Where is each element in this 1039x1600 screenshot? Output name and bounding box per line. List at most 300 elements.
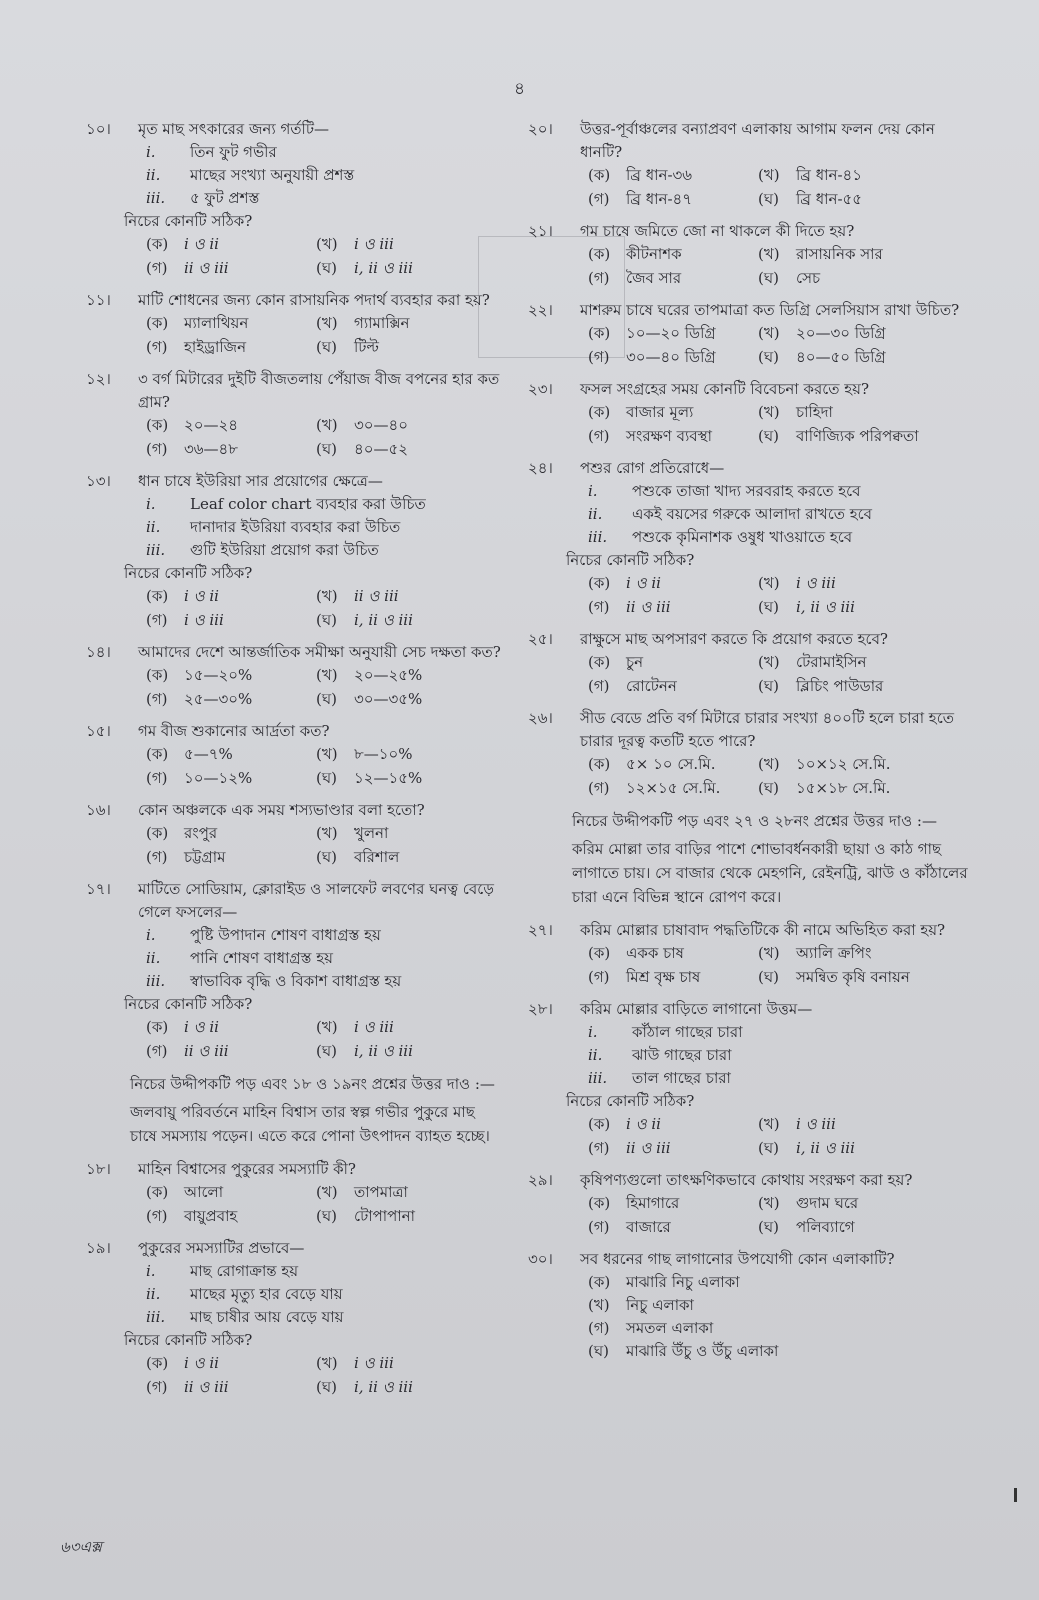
answer-option[interactable] [758, 346, 968, 369]
statement-numeral: ii. [588, 505, 603, 523]
option-marker: (খ) [758, 403, 780, 421]
answer-option[interactable] [316, 336, 506, 359]
answer-option[interactable] [588, 651, 758, 674]
option-marker: (ক) [588, 324, 611, 342]
statement-numeral: i. [588, 482, 598, 500]
answer-options [146, 585, 506, 632]
question-number: ৩০। [528, 1250, 553, 1268]
answer-options [146, 664, 506, 711]
option-marker: (খ) [316, 1018, 338, 1036]
option-marker: (ঘ) [758, 779, 779, 797]
option-marker: (ক) [588, 755, 611, 773]
option-text: ২০—২৪ [184, 416, 238, 434]
question-text: সব ধরনের গাছ লাগানোর উপযোগী কোন এলাকাটি? [580, 1250, 895, 1268]
option-marker: (গ) [146, 690, 168, 708]
option-text: টোপাপানা [354, 1207, 415, 1225]
answer-option[interactable] [588, 777, 758, 800]
sub-question: নিচের কোনটি সঠিক? [124, 564, 253, 582]
question-text: আমাদের দেশে আন্তর্জাতিক সমীক্ষা অনুযায়ী সেচ দক্ষতা কত? [138, 643, 501, 661]
option-marker: (গ) [588, 269, 610, 287]
statement-numeral: iii. [588, 1069, 608, 1087]
option-text: রোটেনন [626, 677, 677, 695]
statement [146, 970, 506, 993]
answer-option[interactable] [146, 1352, 316, 1375]
question-number: ১৬। [86, 801, 111, 819]
option-marker: (খ) [588, 1296, 610, 1314]
answer-option[interactable] [316, 688, 506, 711]
right-column [528, 118, 968, 1372]
answer-option[interactable] [588, 753, 758, 776]
option-text: i ও iii [354, 235, 394, 253]
option-text: i, ii ও iii [354, 259, 413, 277]
question-text: পশুর রোগ প্রতিরোধে— [580, 459, 725, 477]
answer-option[interactable] [316, 257, 506, 280]
answer-options [588, 164, 968, 211]
option-marker: (খ) [316, 587, 338, 605]
option-marker: (গ) [146, 1378, 168, 1396]
option-marker: (ঘ) [316, 848, 337, 866]
answer-option[interactable] [316, 767, 506, 790]
question [528, 628, 968, 698]
option-marker: (ক) [146, 416, 169, 434]
statement-text: কাঁঠাল গাছের চারা [632, 1023, 743, 1041]
option-marker: (ঘ) [316, 1378, 337, 1396]
statement [146, 164, 506, 187]
answer-option[interactable] [758, 164, 968, 187]
option-marker: (গ) [146, 338, 168, 356]
answer-option[interactable] [146, 1016, 316, 1039]
statement-text: পশুকে তাজা খাদ্য সরবরাহ করতে হবে [632, 482, 861, 500]
option-marker: (খ) [758, 1194, 780, 1212]
statement [588, 503, 968, 526]
option-text: i ও ii [626, 1115, 661, 1133]
answer-option[interactable] [758, 322, 968, 345]
answer-options [588, 1271, 968, 1363]
answer-options [588, 1192, 968, 1239]
option-marker: (ঘ) [758, 269, 779, 287]
option-marker: (ঘ) [758, 1139, 779, 1157]
stimulus-passage-2 [572, 809, 968, 909]
option-marker: (ক) [146, 1018, 169, 1036]
answer-option[interactable] [146, 664, 316, 687]
question-text: পুকুরের সমস্যাটির প্রভাবে— [138, 1239, 305, 1257]
statement-text: তাল গাছের চারা [632, 1069, 731, 1087]
option-text: বরিশাল [354, 848, 400, 866]
answer-option[interactable] [146, 1376, 316, 1399]
option-marker: (খ) [316, 416, 338, 434]
answer-option[interactable] [758, 966, 968, 989]
option-text: ii ও iii [184, 1378, 229, 1396]
question [528, 707, 968, 800]
option-text: ১৫×১৮ সে.মি. [796, 779, 891, 797]
option-marker: (ঘ) [758, 677, 779, 695]
answer-option[interactable] [316, 1181, 506, 1204]
question-text: ধান চাষে ইউরিয়া সার প্রয়োগের ক্ষেত্রে— [138, 472, 383, 490]
answer-option[interactable] [588, 675, 758, 698]
question [86, 118, 506, 280]
statement [588, 1067, 968, 1090]
answer-option[interactable] [758, 1192, 968, 1215]
option-marker: (খ) [758, 944, 780, 962]
right-questions-group-a [528, 118, 968, 800]
option-text: বাজারে [626, 1218, 671, 1236]
statement [146, 539, 506, 562]
answer-option[interactable] [758, 1137, 968, 1160]
answer-options [588, 401, 968, 448]
option-text: পলিব্যাগে [796, 1218, 855, 1236]
option-marker: (ক) [146, 745, 169, 763]
option-marker: (গ) [146, 769, 168, 787]
statement-text: ৫ ফুট প্রশস্ত [190, 189, 260, 207]
question-number: ২৭। [528, 921, 553, 939]
option-marker: (ক) [146, 314, 169, 332]
question [528, 1169, 968, 1239]
option-marker: (গ) [588, 1218, 610, 1236]
answer-option[interactable] [588, 572, 758, 595]
statement [588, 526, 968, 549]
option-text: ব্রি ধান-৫৫ [796, 190, 862, 208]
option-marker: (ক) [588, 653, 611, 671]
answer-option[interactable] [588, 425, 758, 448]
option-text: ৩০—৩৫% [354, 690, 423, 708]
statement [146, 1260, 506, 1283]
option-text: মিশ্র বৃক্ষ চাষ [626, 968, 701, 986]
left-questions-group-a [86, 118, 506, 1063]
option-marker: (ঘ) [758, 598, 779, 616]
answer-option[interactable] [316, 1016, 506, 1039]
answer-option[interactable] [146, 767, 316, 790]
option-text: ২০—২৫% [354, 666, 423, 684]
option-text: অ্যালি ক্রপিং [796, 944, 872, 962]
answer-option[interactable] [146, 312, 316, 335]
option-text: একক চাষ [626, 944, 684, 962]
question-number: ২৯। [528, 1171, 553, 1189]
answer-option[interactable] [316, 585, 506, 608]
statement-numeral: iii. [146, 972, 166, 990]
option-marker: (ঘ) [316, 1207, 337, 1225]
answer-options [588, 322, 968, 369]
option-text: i ও iii [354, 1018, 394, 1036]
option-text: i, ii ও iii [796, 598, 855, 616]
question-text: মাহিন বিশ্বাসের পুকুরের সমস্যাটি কী? [138, 1160, 356, 1178]
answer-option[interactable] [316, 664, 506, 687]
option-text: ১৫—২০% [184, 666, 253, 684]
answer-option[interactable] [146, 743, 316, 766]
answer-option[interactable] [146, 336, 316, 359]
answer-option[interactable] [316, 822, 506, 845]
option-text: হিমাগারে [626, 1194, 680, 1212]
answer-option[interactable] [146, 846, 316, 869]
answer-option[interactable] [588, 243, 758, 266]
question [528, 919, 968, 989]
answer-option[interactable] [758, 777, 968, 800]
statement-text: Leaf color chart ব্যবহার করা উচিত [190, 495, 426, 513]
question-number: ১১। [86, 291, 111, 309]
statement-numeral: ii. [588, 1046, 603, 1064]
answer-option[interactable] [588, 1137, 758, 1160]
statement-numeral: i. [146, 926, 156, 944]
answer-option[interactable] [146, 233, 316, 256]
answer-option[interactable] [146, 609, 316, 632]
option-text: ১০—১২% [184, 769, 253, 787]
option-marker: (খ) [316, 745, 338, 763]
option-marker: (ক) [146, 235, 169, 253]
option-marker: (খ) [316, 666, 338, 684]
option-marker: (খ) [758, 755, 780, 773]
answer-option[interactable] [588, 966, 758, 989]
option-text: মাঝারি নিচু এলাকা [626, 1273, 740, 1291]
statement [588, 480, 968, 503]
option-marker: (ক) [588, 166, 611, 184]
statement-numeral: ii. [146, 518, 161, 536]
question-number: ২২। [528, 301, 553, 319]
answer-option[interactable] [588, 942, 758, 965]
answer-option[interactable] [316, 233, 506, 256]
option-marker: (গ) [146, 259, 168, 277]
statement [146, 947, 506, 970]
option-marker: (গ) [146, 611, 168, 629]
question-text: সীড বেডে প্রতি বর্গ মিটারে চারার সংখ্যা ৪০০টি হলে চারা হতে চারার দূরত্ব কতটি হতে পারে? [580, 709, 954, 750]
option-marker: (গ) [588, 348, 610, 366]
option-text: ব্রি ধান-৩৬ [626, 166, 693, 184]
answer-option[interactable] [588, 1113, 758, 1136]
page-number: ৪ [513, 79, 526, 99]
passage-2-body: করিম মোল্লা তার বাড়ির পাশে শোভাবর্ধনকারী ছায়া ও কাঠ গাছ লাগাতে চায়। সে বাজার থেকে মেহগনি, রেইনট্রি, ঝাউ ও কাঁঠালের চারা এনে বিভিন্ন স্থানে রোপণ করে। [572, 840, 968, 906]
sub-question: নিচের কোনটি সঠিক? [566, 1092, 695, 1110]
option-marker: (ঘ) [316, 769, 337, 787]
option-marker: (গ) [588, 598, 610, 616]
option-marker: (ক) [588, 245, 611, 263]
option-text: নিচু এলাকা [626, 1296, 694, 1314]
answer-option[interactable] [588, 1271, 968, 1294]
answer-option[interactable] [146, 1181, 316, 1204]
answer-option[interactable] [316, 414, 506, 437]
answer-option[interactable] [588, 1216, 758, 1239]
statement-text: ঝাউ গাছের চারা [632, 1046, 732, 1064]
statement-text: একই বয়সের গরুকে আলাদা রাখতে হবে [632, 505, 873, 523]
question [86, 641, 506, 711]
answer-option[interactable] [758, 753, 968, 776]
question-text: মাশরুম চাষে ঘরের তাপমাত্রা কত ডিগ্রি সেলসিয়াস রাখা উচিত? [580, 301, 960, 319]
answer-option[interactable] [146, 438, 316, 461]
answer-option[interactable] [588, 1340, 968, 1363]
sub-question: নিচের কোনটি সঠিক? [566, 551, 695, 569]
answer-option[interactable] [758, 188, 968, 211]
answer-option[interactable] [146, 414, 316, 437]
option-text: আলো [184, 1183, 224, 1201]
option-marker: (ক) [146, 587, 169, 605]
answer-option[interactable] [758, 651, 968, 674]
answer-option[interactable] [146, 257, 316, 280]
statement-text: মাছের মৃত্যু হার বেড়ে যায় [190, 1285, 343, 1303]
option-text: ii ও iii [184, 1042, 229, 1060]
option-marker: (খ) [316, 1183, 338, 1201]
answer-option[interactable] [316, 1205, 506, 1228]
footer-code: ৬৩এক্স [60, 1538, 102, 1556]
option-marker: (গ) [146, 848, 168, 866]
option-text: সমন্বিত কৃষি বনায়ন [796, 968, 910, 986]
question-number: ১৮। [86, 1160, 111, 1178]
option-marker: (গ) [146, 1042, 168, 1060]
answer-option[interactable] [316, 743, 506, 766]
option-text: i ও iii [354, 1354, 394, 1372]
question-text: গম চাষে জমিতে জো না থাকলে কী দিতে হয়? [580, 222, 855, 240]
answer-options [588, 753, 968, 800]
option-text: গ্যামাক্সিন [354, 314, 410, 332]
answer-option[interactable] [758, 596, 968, 619]
answer-options [146, 233, 506, 280]
answer-option[interactable] [146, 822, 316, 845]
answer-option[interactable] [758, 267, 968, 290]
option-text: গুদাম ঘরে [796, 1194, 859, 1212]
option-text: সেচ [796, 269, 821, 287]
answer-option[interactable] [758, 425, 968, 448]
option-text: ৫× ১০ সে.মি. [626, 755, 716, 773]
answer-option[interactable] [316, 1040, 506, 1063]
option-text: কীটনাশক [626, 245, 682, 263]
option-marker: (গ) [588, 190, 610, 208]
statement [146, 493, 506, 516]
stimulus-passage-1 [130, 1072, 506, 1148]
answer-options [146, 312, 506, 359]
statement [588, 1021, 968, 1044]
question-number: ২৮। [528, 1000, 553, 1018]
question-text: কৃষিপণ্যগুলো তাৎক্ষণিকভাবে কোথায় সংরক্ষণ করা হয়? [580, 1171, 913, 1189]
option-text: ২৫—৩০% [184, 690, 253, 708]
option-text: ২০—৩০ ডিগ্রি [796, 324, 886, 342]
answer-option[interactable] [588, 164, 758, 187]
option-marker: (ক) [588, 1194, 611, 1212]
option-marker: (ঘ) [758, 348, 779, 366]
option-marker: (খ) [758, 574, 780, 592]
option-marker: (গ) [146, 1207, 168, 1225]
statement [146, 1283, 506, 1306]
answer-options [146, 1352, 506, 1399]
answer-option[interactable] [316, 1352, 506, 1375]
answer-option[interactable] [316, 609, 506, 632]
option-marker: (ঘ) [316, 611, 337, 629]
option-marker: (ঘ) [316, 440, 337, 458]
answer-option[interactable] [758, 243, 968, 266]
statement-numeral: iii. [146, 1308, 166, 1326]
answer-option[interactable] [146, 1205, 316, 1228]
option-text: খুলনা [354, 824, 389, 842]
statement [588, 1044, 968, 1067]
right-questions-group-b [528, 919, 968, 1363]
question-text: ফসল সংগ্রহের সময় কোনটি বিবেচনা করতে হয়? [580, 380, 870, 398]
option-text: ব্লিচিং পাউডার [796, 677, 884, 695]
question-text: করিম মোল্লার বাড়িতে লাগানো উত্তম— [580, 1000, 813, 1018]
option-text: হাইড্রাজিন [184, 338, 247, 356]
answer-option[interactable] [588, 401, 758, 424]
statement-numeral: iii. [146, 541, 166, 559]
answer-options [146, 822, 506, 869]
answer-option[interactable] [758, 942, 968, 965]
option-marker: (গ) [588, 779, 610, 797]
option-marker: (ঘ) [758, 190, 779, 208]
edge-mark [1014, 1488, 1017, 1502]
answer-option[interactable] [588, 322, 758, 345]
question-number: ১৯। [86, 1239, 111, 1257]
answer-option[interactable] [758, 1113, 968, 1136]
option-marker: (ঘ) [316, 259, 337, 277]
option-marker: (খ) [758, 324, 780, 342]
answer-option[interactable] [588, 188, 758, 211]
option-marker: (ক) [588, 574, 611, 592]
answer-option[interactable] [588, 1317, 968, 1340]
answer-options [588, 243, 968, 290]
option-marker: (খ) [758, 653, 780, 671]
answer-option[interactable] [588, 1192, 758, 1215]
option-marker: (ক) [588, 1115, 611, 1133]
answer-option[interactable] [316, 846, 506, 869]
question [86, 470, 506, 632]
option-marker: (ঘ) [316, 338, 337, 356]
answer-options [588, 942, 968, 989]
answer-option[interactable] [316, 438, 506, 461]
option-text: ii ও iii [184, 259, 229, 277]
answer-option[interactable] [758, 572, 968, 595]
option-marker: (খ) [758, 1115, 780, 1133]
option-marker: (গ) [588, 677, 610, 695]
answer-option[interactable] [758, 1216, 968, 1239]
statement [146, 516, 506, 539]
answer-option[interactable] [588, 596, 758, 619]
question-number: ২১। [528, 222, 553, 240]
option-marker: (গ) [588, 968, 610, 986]
question-number: ১৪। [86, 643, 111, 661]
option-text: i ও ii [184, 587, 219, 605]
answer-option[interactable] [316, 312, 506, 335]
question-number: ১৭। [86, 880, 111, 898]
option-marker: (ক) [146, 1354, 169, 1372]
option-text: ii ও iii [626, 1139, 671, 1157]
question [86, 368, 506, 461]
question-text: গম বীজ শুকানোর আর্দ্রতা কত? [138, 722, 330, 740]
statement-numeral: iii. [588, 528, 608, 546]
option-text: i ও iii [796, 574, 836, 592]
option-marker: (ঘ) [758, 1218, 779, 1236]
answer-options [588, 572, 968, 619]
statement-text: গুটি ইউরিয়া প্রয়োগ করা উচিত [190, 541, 379, 559]
option-text: ৫—৭% [184, 745, 233, 763]
answer-option[interactable] [588, 1294, 968, 1317]
sub-question: নিচের কোনটি সঠিক? [124, 995, 253, 1013]
option-text: ৮—১০% [354, 745, 413, 763]
option-marker: (ঘ) [316, 1042, 337, 1060]
question-text: করিম মোল্লার চাষাবাদ পদ্ধতিটিকে কী নামে অভিহিত করা হয়? [580, 921, 946, 939]
answer-option[interactable] [146, 688, 316, 711]
question [528, 457, 968, 619]
answer-option[interactable] [758, 401, 968, 424]
option-marker: (খ) [316, 314, 338, 332]
statement-text: মাছের সংখ্যা অনুযায়ী প্রশস্ত [190, 166, 355, 184]
option-text: ii ও iii [354, 587, 399, 605]
answer-option[interactable] [316, 1376, 506, 1399]
option-text: ১০—২০ ডিগ্রি [626, 324, 716, 342]
answer-option[interactable] [588, 346, 758, 369]
option-text: সমতল এলাকা [626, 1319, 714, 1337]
statement [146, 1306, 506, 1329]
answer-option[interactable] [588, 267, 758, 290]
option-text: ব্রি ধান-৪১ [796, 166, 862, 184]
answer-option[interactable] [758, 675, 968, 698]
answer-option[interactable] [146, 585, 316, 608]
answer-option[interactable] [146, 1040, 316, 1063]
question-text: মাটি শোধনের জন্য কোন রাসায়নিক পদার্থ ব্যবহার করা হয়? [138, 291, 490, 309]
option-marker: (গ) [588, 427, 610, 445]
option-marker: (গ) [588, 1139, 610, 1157]
